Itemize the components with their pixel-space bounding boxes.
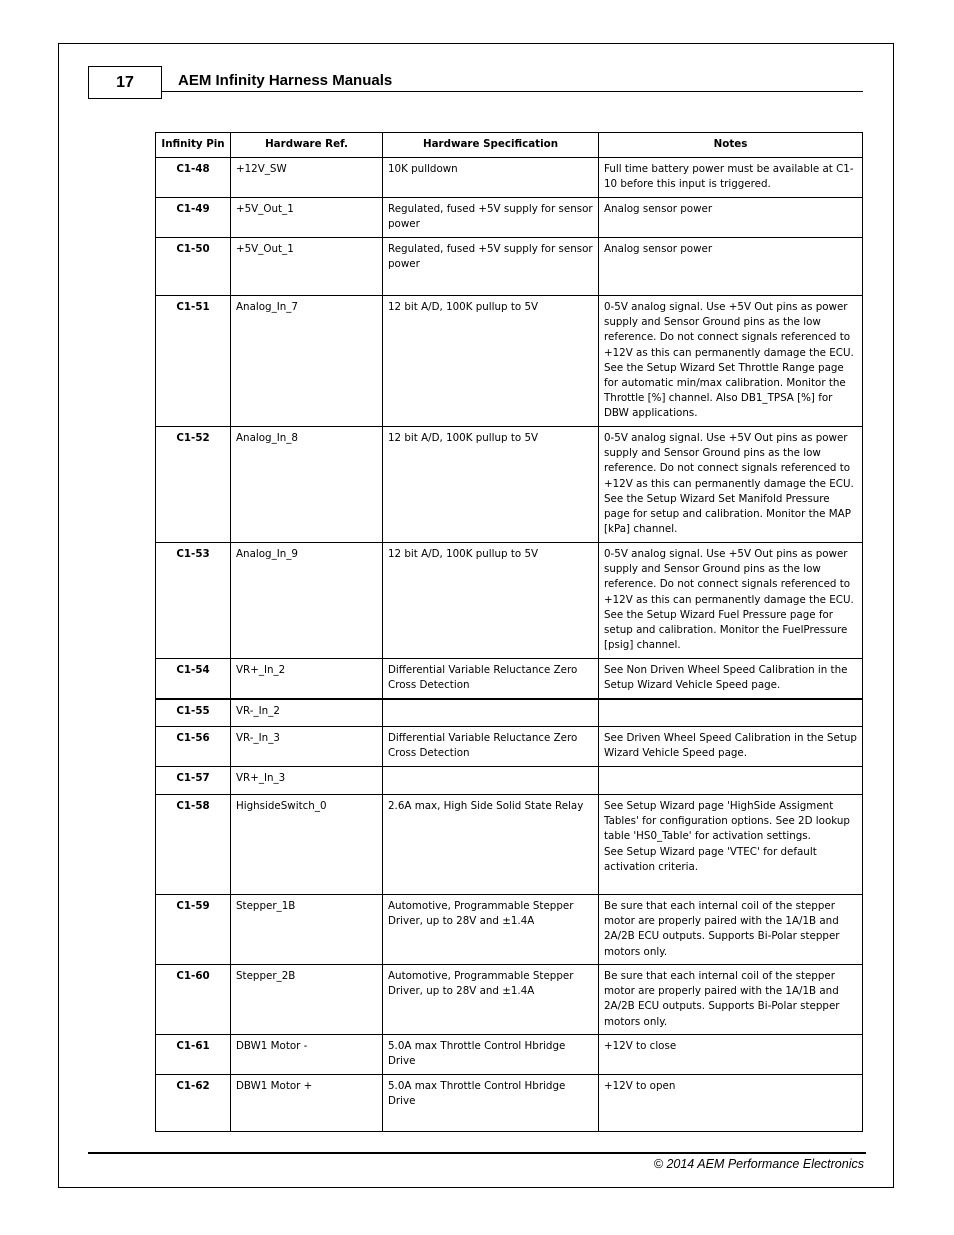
- hardware-ref-cell: +5V_Out_1: [231, 238, 383, 296]
- notes-cell: +12V to open: [599, 1075, 863, 1132]
- table-row: [156, 659, 863, 699]
- header-divider: [162, 91, 863, 92]
- table-row: [156, 238, 863, 296]
- table-row: [156, 767, 863, 795]
- notes-cell: Be sure that each internal coil of the stepper motor are properly paired with the 1A/1B and 2A/2B ECU outputs. Supports Bi-Polar stepper motors only.: [599, 895, 863, 965]
- footer-copyright: © 2014 AEM Performance Electronics: [653, 1157, 864, 1171]
- pin-cell: C1-54: [156, 659, 231, 699]
- hardware-ref-cell: Analog_In_8: [231, 427, 383, 543]
- notes-cell: [599, 699, 863, 727]
- pin-cell: C1-55: [156, 699, 231, 727]
- hardware-ref-cell: VR+_In_2: [231, 659, 383, 699]
- pin-cell: C1-56: [156, 727, 231, 767]
- pin-cell: C1-49: [156, 198, 231, 238]
- table-row: [156, 158, 863, 198]
- pinout-table: [155, 132, 863, 1132]
- notes-cell: Analog sensor power: [599, 238, 863, 296]
- hardware-spec-cell: 12 bit A/D, 100K pullup to 5V: [383, 427, 599, 543]
- hardware-ref-cell: Stepper_2B: [231, 965, 383, 1035]
- hardware-ref-cell: HighsideSwitch_0: [231, 795, 383, 895]
- notes-cell: See Non Driven Wheel Speed Calibration in the Setup Wizard Vehicle Speed page.: [599, 659, 863, 699]
- table-row: [156, 1035, 863, 1075]
- hardware-spec-cell: Regulated, fused +5V supply for sensor power: [383, 238, 599, 296]
- notes-cell: Analog sensor power: [599, 198, 863, 238]
- hardware-spec-cell: 10K pulldown: [383, 158, 599, 198]
- table-row: [156, 296, 863, 427]
- column-header-hardware-ref: Hardware Ref.: [231, 133, 383, 158]
- hardware-spec-cell: 12 bit A/D, 100K pullup to 5V: [383, 296, 599, 427]
- table-row: [156, 1075, 863, 1132]
- hardware-ref-cell: DBW1 Motor -: [231, 1035, 383, 1075]
- hardware-spec-cell: Automotive, Programmable Stepper Driver, up to 28V and ±1.4A: [383, 965, 599, 1035]
- notes-cell: Full time battery power must be available at C1-10 before this input is triggered.: [599, 158, 863, 198]
- hardware-ref-cell: Analog_In_9: [231, 543, 383, 659]
- hardware-spec-cell: [383, 699, 599, 727]
- hardware-ref-cell: +12V_SW: [231, 158, 383, 198]
- pin-cell: C1-53: [156, 543, 231, 659]
- notes-cell: 0-5V analog signal. Use +5V Out pins as power supply and Sensor Ground pins as the low reference. Do not connect signals referenced to +12V as this can permanently damage the ECU. See the Setup Wizard Set Manifold Pressure page for setup and calibration. Monitor the MAP [kPa] channel.: [599, 427, 863, 543]
- hardware-spec-cell: Regulated, fused +5V supply for sensor power: [383, 198, 599, 238]
- table-row: [156, 965, 863, 1035]
- table-row: [156, 198, 863, 238]
- table-body: [156, 158, 863, 1132]
- notes-cell: See Driven Wheel Speed Calibration in the Setup Wizard Vehicle Speed page.: [599, 727, 863, 767]
- column-header-pin: Infinity Pin: [156, 133, 231, 158]
- notes-cell: See Setup Wizard page 'HighSide Assigment Tables' for configuration options. See 2D lookup table 'HS0_Table' for activation settings. See Setup Wizard page 'VTEC' for default activation criteria.: [599, 795, 863, 895]
- page-number: 17: [88, 66, 162, 99]
- table-row: [156, 427, 863, 543]
- pin-cell: C1-50: [156, 238, 231, 296]
- hardware-ref-cell: Stepper_1B: [231, 895, 383, 965]
- table-row: [156, 699, 863, 727]
- document-title: AEM Infinity Harness Manuals: [178, 72, 393, 89]
- hardware-ref-cell: DBW1 Motor +: [231, 1075, 383, 1132]
- pin-cell: C1-60: [156, 965, 231, 1035]
- pin-cell: C1-62: [156, 1075, 231, 1132]
- hardware-spec-cell: Automotive, Programmable Stepper Driver, up to 28V and ±1.4A: [383, 895, 599, 965]
- hardware-spec-cell: 2.6A max, High Side Solid State Relay: [383, 795, 599, 895]
- hardware-spec-cell: 12 bit A/D, 100K pullup to 5V: [383, 543, 599, 659]
- table-row: [156, 895, 863, 965]
- pin-cell: C1-59: [156, 895, 231, 965]
- table-row: [156, 795, 863, 895]
- notes-cell: [599, 767, 863, 795]
- pin-cell: C1-52: [156, 427, 231, 543]
- footer-divider: [88, 1152, 866, 1154]
- pin-cell: C1-57: [156, 767, 231, 795]
- pin-cell: C1-61: [156, 1035, 231, 1075]
- hardware-spec-cell: [383, 767, 599, 795]
- pin-cell: C1-51: [156, 296, 231, 427]
- pin-cell: C1-48: [156, 158, 231, 198]
- notes-cell: 0-5V analog signal. Use +5V Out pins as power supply and Sensor Ground pins as the low reference. Do not connect signals referenced to +12V as this can permanently damage the ECU. See the Setup Wizard Fuel Pressure page for setup and calibration. Monitor the FuelPressure [psig] channel.: [599, 543, 863, 659]
- notes-cell: +12V to close: [599, 1035, 863, 1075]
- notes-cell: Be sure that each internal coil of the stepper motor are properly paired with the 1A/1B and 2A/2B ECU outputs. Supports Bi-Polar stepper motors only.: [599, 965, 863, 1035]
- hardware-spec-cell: Differential Variable Reluctance Zero Cross Detection: [383, 727, 599, 767]
- table-row: [156, 543, 863, 659]
- hardware-spec-cell: 5.0A max Throttle Control Hbridge Drive: [383, 1075, 599, 1132]
- pin-cell: C1-58: [156, 795, 231, 895]
- column-header-hardware-spec: Hardware Specification: [383, 133, 599, 158]
- notes-cell: 0-5V analog signal. Use +5V Out pins as power supply and Sensor Ground pins as the low reference. Do not connect signals referenced to +12V as this can permanently damage the ECU. See the Setup Wizard Set Throttle Range page for automatic min/max calibration. Monitor the Throttle [%] channel. Also DB1_TPSA [%] for DBW applications.: [599, 296, 863, 427]
- hardware-ref-cell: Analog_In_7: [231, 296, 383, 427]
- table-row: [156, 727, 863, 767]
- hardware-spec-cell: Differential Variable Reluctance Zero Cross Detection: [383, 659, 599, 699]
- column-header-notes: Notes: [599, 133, 863, 158]
- hardware-ref-cell: VR-_In_3: [231, 727, 383, 767]
- hardware-ref-cell: +5V_Out_1: [231, 198, 383, 238]
- hardware-ref-cell: VR-_In_2: [231, 699, 383, 727]
- table-header-row: [156, 133, 863, 158]
- hardware-spec-cell: 5.0A max Throttle Control Hbridge Drive: [383, 1035, 599, 1075]
- hardware-ref-cell: VR+_In_3: [231, 767, 383, 795]
